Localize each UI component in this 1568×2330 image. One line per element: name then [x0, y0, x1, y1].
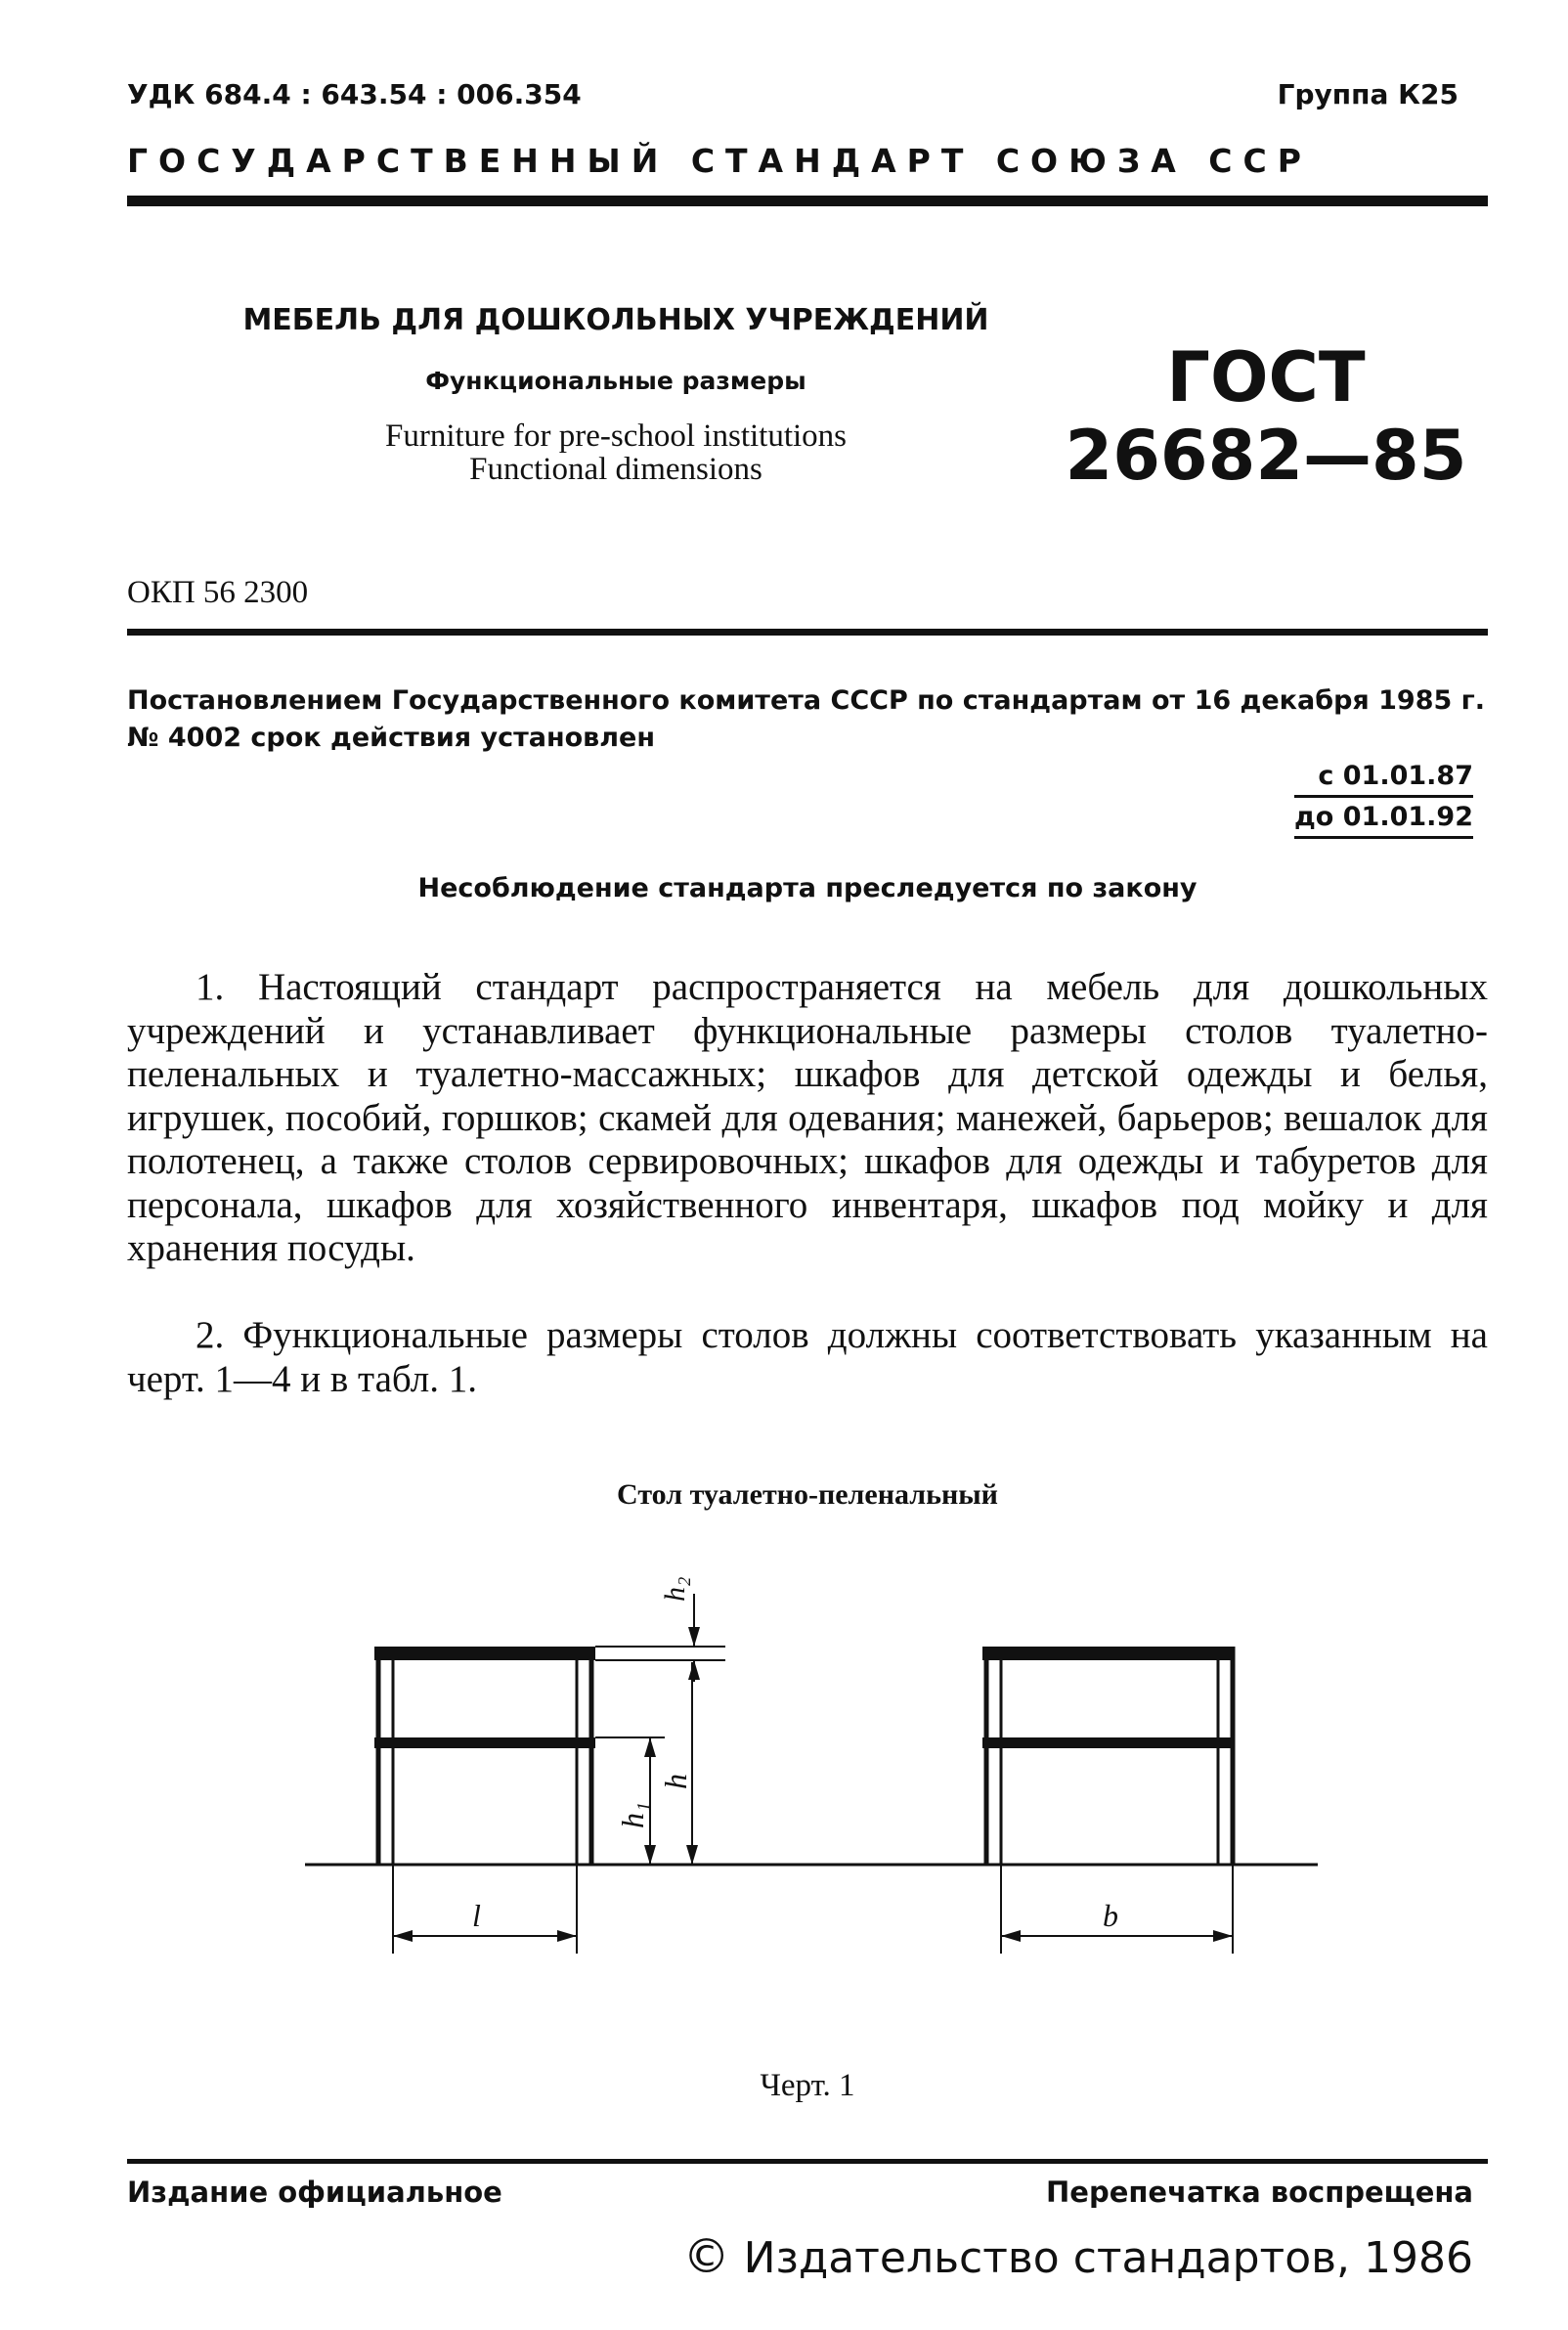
label-h: h	[658, 1774, 693, 1789]
paragraph-1: 1. Настоящий стандарт распространяется на мебель для дошкольных учреждений и устанавливает функциональные размеры столов туалетно-пеленальных и туалетно-массажных; шкафов для детской одежды и белья, игрушек, пособий, горшков; скамей для одевания; манежей, барьеров; вешалок для полотенец, а также столов сервировочных; шкафов для одежды и табуретов для персонала, шкафов для хозяйственного инвентаря, шкафов под мойку и для хранения посуды.	[127, 966, 1488, 1269]
english-subtitle: Functional dimensions	[469, 452, 762, 487]
document-subtitle: Функциональные размеры	[425, 367, 806, 395]
footer-rule	[127, 2159, 1488, 2164]
label-h2: h₂	[659, 1576, 691, 1602]
english-title: Furniture for pre-school institutions	[384, 418, 848, 454]
resolution-text: Постановлением Государственного комитета СССР по стандартам от 16 декабря 1985 г. № 4002 срок действия установлен	[127, 685, 1486, 753]
udk-code: УДК 684.4 : 643.54 : 006.354	[127, 78, 582, 110]
copyright-icon: ©	[682, 2229, 730, 2284]
official-edition: Издание официальное	[127, 2176, 502, 2209]
figure-caption: Черт. 1	[760, 2068, 855, 2103]
gost-number: 26682—85	[1065, 416, 1467, 496]
figure-title: Стол туалетно-пеленальный	[617, 1478, 998, 1511]
table-side-view	[982, 1647, 1235, 1865]
state-standard-heading: ГОСУДАРСТВЕННЫЙ СТАНДАРТ СОЮЗА ССР	[127, 142, 1312, 180]
label-l: l	[472, 1898, 481, 1933]
noncompliance-notice: Несоблюдение стандарта преследуется по закону	[417, 873, 1198, 903]
publisher: Издательство стандартов, 1986	[743, 2233, 1473, 2283]
copyright-line	[683, 2229, 1473, 2284]
label-b: b	[1103, 1898, 1118, 1933]
label-h1: h₁	[615, 1801, 650, 1828]
reprint-notice: Перепечатка воспрещена	[1046, 2176, 1473, 2209]
date-to: до 01.01.92	[1294, 795, 1473, 839]
document-title: МЕБЕЛЬ ДЛЯ ДОШКОЛЬНЫХ УЧРЕЖДЕНИЙ	[242, 303, 989, 337]
date-from: с 01.01.87	[1318, 761, 1473, 791]
table-front-view	[374, 1647, 595, 1865]
paragraph-2: 2. Функциональные размеры столов должны соответствовать указанным на черт. 1—4 и в табл. 1.	[127, 1314, 1488, 1400]
gost-label: ГОСТ	[1166, 337, 1366, 418]
okp-code: ОКП 56 2300	[127, 575, 309, 610]
group-code: Группа К25	[1277, 78, 1459, 110]
